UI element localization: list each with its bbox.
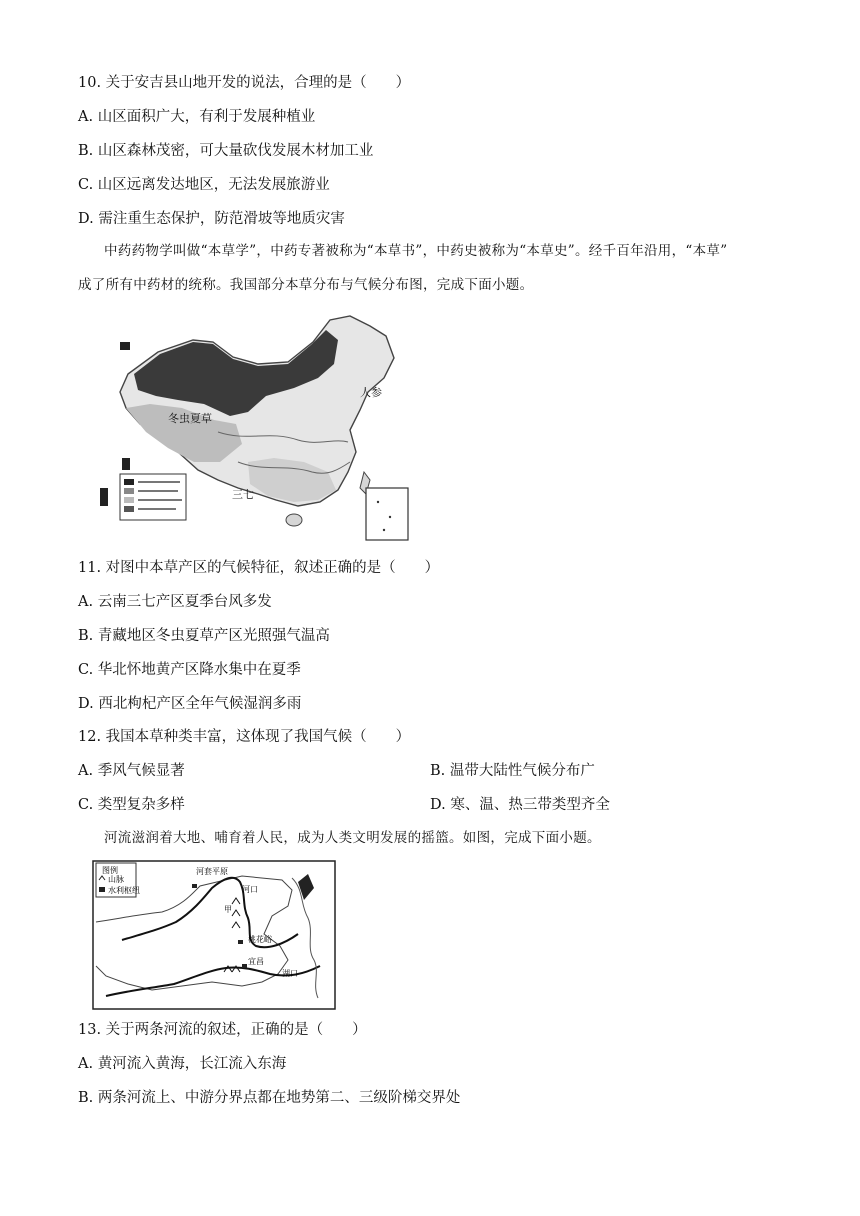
intro-paragraph-1-line-1: 中药药物学叫做“本草学”，中药专著被称为“本草书”，中药史被称为“本草史”。经千百年沿用，“本草”	[104, 243, 728, 259]
label-sanqi: 三七	[232, 488, 254, 501]
question-10-option-a: A. 山区面积广大，有利于发展种植业	[78, 109, 316, 125]
question-13-stem: 13. 关于两条河流的叙述，正确的是（ ）	[78, 1022, 367, 1038]
question-10-option-d: D. 需注重生态保护，防范滑坡等地质灾害	[78, 211, 345, 227]
intro-paragraph-1-line-2: 成了所有中药材的统称。我国部分本草分布与气候分布图，完成下面小题。	[78, 277, 534, 293]
question-11-option-a: A. 云南三七产区夏季台风多发	[78, 594, 272, 610]
label-yichang: 宜昌	[248, 957, 264, 966]
question-10-stem: 10. 关于安吉县山地开发的说法，合理的是（ ）	[78, 75, 411, 91]
label-taohuayu: 桃花峪	[248, 935, 272, 944]
label-jia: 甲	[224, 905, 232, 914]
question-12-option-a: A. 季风气候显著	[78, 763, 185, 779]
question-12-option-c: C. 类型复杂多样	[78, 797, 185, 813]
question-10-option-b: B. 山区森林茂密，可大量砍伐发展木材加工业	[78, 143, 374, 159]
label-hetao-plain: 河套平原	[196, 867, 228, 876]
rivers-map-graphic	[92, 860, 336, 1010]
question-12-option-d: D. 寒、温、热三带类型齐全	[430, 797, 610, 813]
question-12-option-b: B. 温带大陆性气候分布广	[430, 763, 595, 779]
label-dongchongxiacao: 冬虫夏草	[168, 412, 212, 425]
china-map-graphic	[98, 312, 416, 548]
intro-paragraph-2: 河流滋润着大地、哺育着人民，成为人类文明发展的摇篮。如图，完成下面小题。	[104, 830, 601, 846]
question-11-stem: 11. 对图中本草产区的气候特征，叙述正确的是（ ）	[78, 560, 440, 576]
label-hekou: 河口	[242, 885, 258, 894]
question-11-option-d: D. 西北枸杞产区全年气候湿润多雨	[78, 696, 302, 712]
hainan-island	[286, 514, 302, 526]
question-13-option-a: A. 黄河流入黄海，长江流入东海	[78, 1056, 287, 1072]
legend-dam: 水利枢纽	[108, 886, 140, 895]
label-renshen: 人参	[360, 386, 382, 399]
question-11-option-c: C. 华北怀地黄产区降水集中在夏季	[78, 662, 301, 678]
legend-title: 图例	[102, 866, 118, 875]
question-13-option-b: B. 两条河流上、中游分界点都在地势第二、三级阶梯交界处	[78, 1090, 461, 1106]
china-herb-climate-map	[98, 312, 416, 548]
label-hukou: 湖口	[282, 969, 298, 978]
question-10-option-c: C. 山区远离发达地区，无法发展旅游业	[78, 177, 330, 193]
question-12-stem: 12. 我国本草种类丰富，这体现了我国气候（ ）	[78, 729, 411, 745]
south-sea-inset	[366, 488, 408, 540]
rivers-map	[92, 860, 336, 1010]
question-11-option-b: B. 青藏地区冬虫夏草产区光照强气温高	[78, 628, 330, 644]
legend-mountain: 山脉	[108, 875, 124, 884]
